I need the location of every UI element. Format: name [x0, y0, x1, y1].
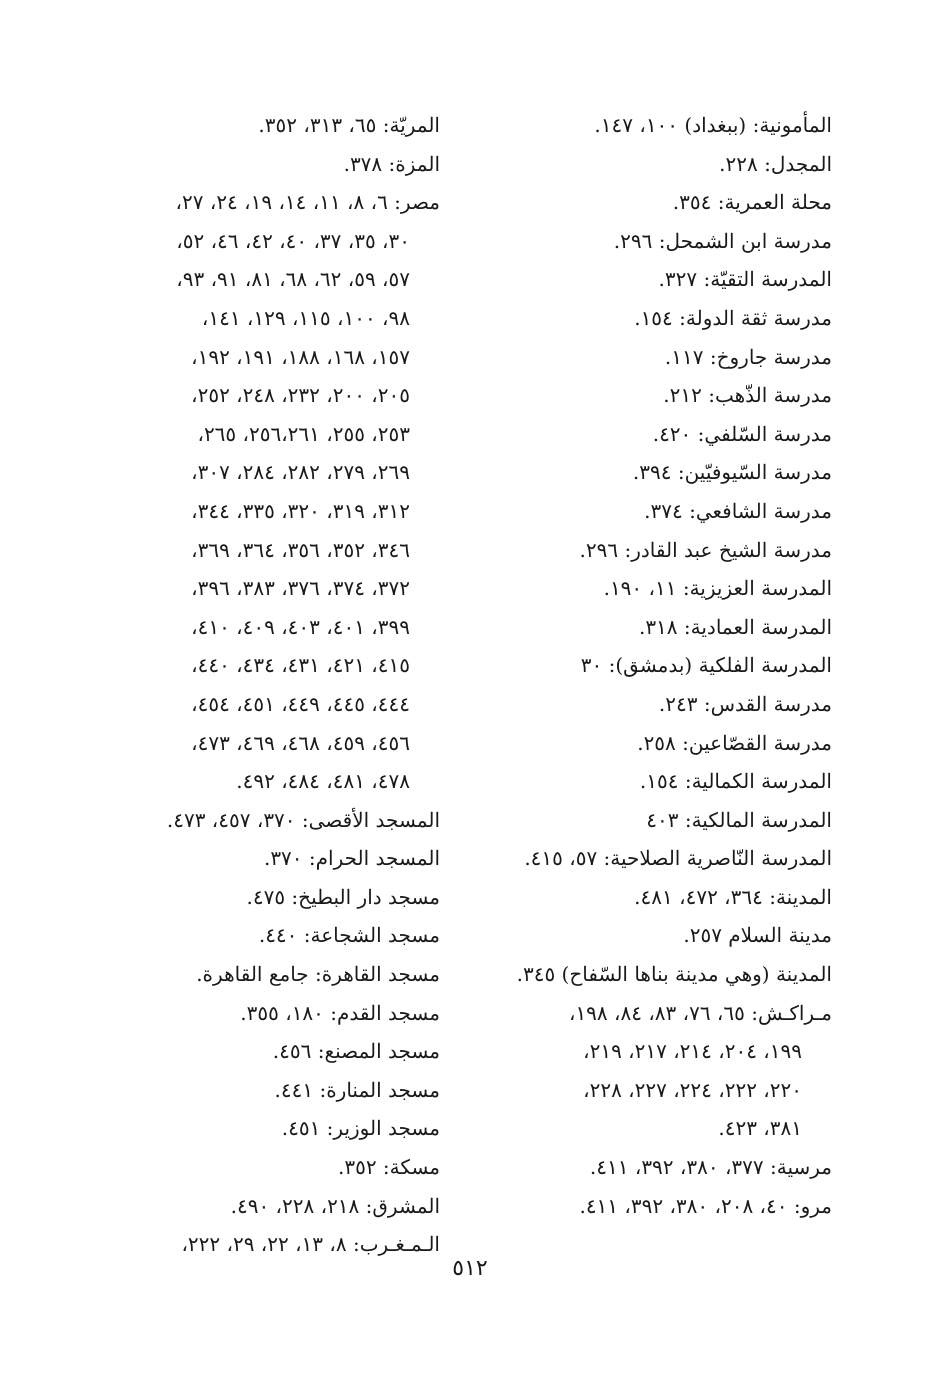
index-entry: المسجد الأقصى: ٣٧٠، ٤٥٧، ٤٧٣. [166, 807, 440, 832]
index-entry-continuation: ٢٦٩، ٢٧٩، ٢٨٢، ٢٨٤، ٣٠٧، [191, 460, 410, 485]
index-entry: المدرسة النّاصرية الصلاحية: ٥٧، ٤١٥. [524, 846, 832, 871]
index-entry-continuation: ٥٧، ٥٩، ٦٢، ٦٨، ٨١، ٩١، ٩٣، [176, 267, 410, 292]
index-entry: المجدل: ٢٢٨. [719, 151, 832, 176]
index-entry: المدرسة العزيزية: ١١، ١٩٠. [603, 576, 832, 601]
index-entry: محلة العمرية: ٣٥٤. [672, 190, 832, 215]
index-entry: المدينة (وهي مدينة بناها السّفاح) ٣٤٥. [516, 962, 832, 987]
index-column-right [472, 106, 832, 1225]
index-entry: مسجد المنارة: ٤٤١. [274, 1077, 440, 1102]
index-entry-continuation: ١٥٧، ١٦٨، ١٨٨، ١٩١، ١٩٢، [191, 344, 410, 369]
index-entry: مسجد القاهرة: جامع القاهرة. [196, 962, 440, 987]
index-entry: مدرسة جاروخ: ١١٧. [664, 344, 832, 369]
page-number: ٥١٢ [452, 1256, 488, 1281]
index-entry-continuation: ٣٧٢، ٣٧٤، ٣٧٦، ٣٨٣، ٣٩٦، [191, 576, 410, 601]
index-entry: المدرسة العمادية: ٣١٨. [638, 614, 832, 639]
index-entry: مدرسة ثقة الدولة: ١٥٤. [634, 305, 832, 330]
index-entry-continuation: ٤٧٨، ٤٨١، ٤٨٤، ٤٩٢. [236, 769, 410, 794]
index-entry: المدرسة الفلكية (بدمشق): ٣٠ [580, 653, 832, 678]
index-entry-continuation: ٣٨١، ٤٢٣. [718, 1116, 802, 1141]
index-entry-continuation: ٢٢٠، ٢٢٢، ٢٢٤، ٢٢٧، ٢٢٨، [583, 1077, 802, 1102]
index-entry: الـمـغـرب: ٨، ١٣، ٢٢، ٢٩، ٢٢٢، [181, 1232, 440, 1257]
index-entry: مدينة السلام ٢٥٧. [683, 923, 832, 948]
index-entry: مسكة: ٣٥٢. [337, 1155, 440, 1180]
index-entry: مرو: ٤٠، ٢٠٨، ٣٨٠، ٣٩٢، ٤١١. [579, 1193, 832, 1218]
index-entry: المريّة: ٦٥، ٣١٣، ٣٥٢. [258, 113, 440, 137]
index-entry-continuation: ٣٤٦، ٣٥٢، ٣٥٦، ٣٦٤، ٣٦٩، [191, 537, 410, 562]
index-entry: المدرسة المالكية: ٤٠٣ [646, 807, 832, 832]
index-entry: المأمونية: (ببغداد) ١٠٠، ١٤٧. [594, 113, 832, 137]
index-entry: مصر: ٦، ٨، ١١، ١٤، ١٩، ٢٤، ٢٧، [175, 190, 440, 215]
index-entry-continuation: ٣٠، ٣٥، ٣٧، ٤٠، ٤٢، ٤٦، ٥٢، [176, 228, 410, 253]
index-entry: مدرسة السّيوفيّين: ٣٩٤. [632, 460, 832, 485]
index-entry: مدرسة السّلفي: ٤٢٠. [652, 421, 832, 446]
index-entry-continuation: ٢٠٥، ٢٠٠، ٢٣٢، ٢٤٨، ٢٥٢، [191, 383, 410, 408]
index-entry-continuation: ٣٩٩، ٤٠١، ٤٠٣، ٤٠٩، ٤١٠، [191, 614, 410, 639]
index-entry-continuation: ٩٨، ١٠٠، ١١٥، ١٢٩، ١٤١، [201, 305, 410, 330]
index-entry: مدرسة القدس: ٢٤٣. [658, 691, 832, 716]
index-entry-continuation: ١٩٩، ٢٠٤، ٢١٤، ٢١٧، ٢١٩، [583, 1039, 802, 1064]
index-entry: مدرسة القصّاعين: ٢٥٨. [637, 730, 832, 755]
index-entry: المسجد الحرام: ٣٧٠. [263, 846, 440, 871]
index-entry-continuation: ٤٥٦، ٤٥٩، ٤٦٨، ٤٦٩، ٤٧٣، [191, 730, 410, 755]
index-entry: المدرسة الكمالية: ١٥٤. [639, 769, 832, 794]
index-entry: المزة: ٣٧٨. [343, 151, 440, 176]
index-entry: مسجد المصنع: ٤٥٦. [272, 1039, 440, 1064]
index-entry: مدرسة ابن الشمحل: ٢٩٦. [613, 228, 832, 253]
index-entry: المدرسة التقيّة: ٣٢٧. [658, 267, 832, 292]
index-entry: مسجد الوزير: ٤٥١. [281, 1116, 440, 1141]
index-column-left [90, 106, 440, 1264]
index-entry: مسجد دار البطيخ: ٤٧٥. [246, 884, 440, 909]
index-entry-continuation: ٣١٢، ٣١٩، ٣٢٠، ٣٣٥، ٣٤٤، [191, 498, 410, 523]
index-entry: المشرق: ٢١٨، ٢٢٨، ٤٩٠. [230, 1193, 440, 1218]
index-entry: مـراكـش: ٦٥، ٧٦، ٨٣، ٨٤، ١٩٨، [568, 1000, 832, 1025]
index-entry-continuation: ٤١٥، ٤٢١، ٤٣١، ٤٣٤، ٤٤٠، [191, 653, 410, 678]
index-entry: المدينة: ٣٦٤، ٤٧٢، ٤٨١. [634, 884, 832, 909]
index-entry-continuation: ٤٤٤، ٤٤٥، ٤٤٩، ٤٥١، ٤٥٤، [191, 691, 410, 716]
index-entry: مدرسة الشافعي: ٣٧٤. [644, 498, 832, 523]
index-entry: مسجد القدم: ١٨٠، ٣٥٥. [240, 1000, 440, 1025]
index-entry: مدرسة الشيخ عبد القادر: ٢٩٦. [579, 537, 832, 562]
index-entry-continuation: ٢٥٣، ٢٥٥، ٢٥٦،٢٦١، ٢٦٥، [197, 421, 410, 446]
index-entry: مدرسة الذّهب: ٢١٢. [663, 383, 832, 408]
index-entry: مسجد الشجاعة: ٤٤٠. [258, 923, 440, 948]
index-entry: مرسية: ٣٧٧، ٣٨٠، ٣٩٢، ٤١١. [589, 1155, 832, 1180]
